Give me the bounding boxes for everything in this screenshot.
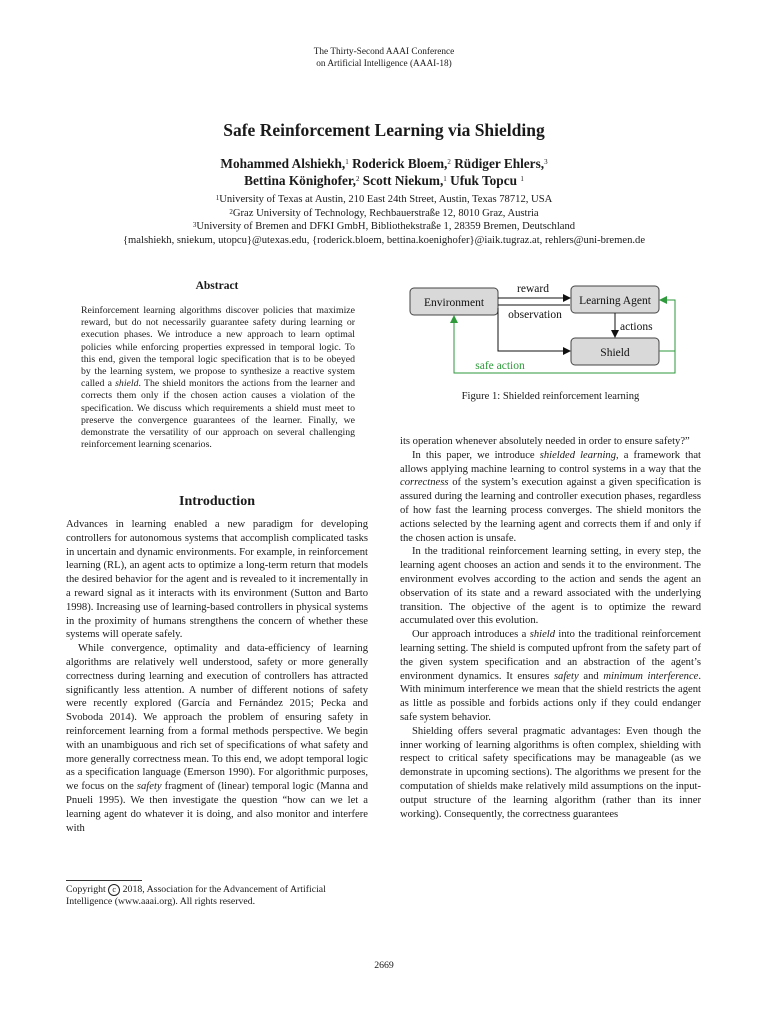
figure-diagram [405,278,700,378]
actions-label: actions [620,321,653,333]
paragraph-text: of the system’s execution against a given specification is assured during the learning and controller execution phases, regardless of how fast the learning process converges. The shield monitors the actions selected by the learning agent and corrects them if and only if the chosen action is unsafe. [400,477,701,544]
affiliations [0,193,768,248]
left-column-body [66,518,368,835]
paragraph [400,628,701,725]
author-affil-mark: 1 [345,158,349,166]
paragraph [400,449,701,546]
paragraph-text: , a framework that allows applying machine learning to control systems in a way that the [400,449,702,475]
conference-line-1: The Thirty-Second AAAI Conference [313,47,455,57]
paragraph-text: and [578,670,604,682]
paragraph-text: . With minimum interference we mean that the shield restricts the agent as little as possible and forbids actions only if they could endanger safe system behavior. [400,670,702,723]
author-line-2 [0,172,768,189]
author-line-1 [0,155,768,172]
reward-label: reward [517,283,549,295]
paragraph [66,642,368,835]
paragraph-text: fragment of (linear) temporal logic (Manna and Pnueli 1995). We then investigate the question “how can we let a learning agent do whatever it is doing, and also monitor and interfere with [66,781,368,834]
author-name: Scott Niekum, [362,173,444,188]
emphasis: shield [529,629,556,641]
emphasis: correctness [400,477,449,489]
copyright-footnote [66,884,368,908]
paragraph: Shielding offers several pragmatic advantages: Even though the inner working of learning algorithms is often complex, shielding with respect to critical safety specifications may be manageable (as we demonstrate in upcoming sections). The algorithms we present for the computation of shields make relatively mild assumptions on the input-output structure of the learning algorithm (rather than its inner working). Consequently, the correctness guarantees [400,725,701,820]
emphasis: safety [136,781,162,793]
figure-caption: Figure 1: Shielded reinforcement learning [461,391,640,402]
paper-title: Safe Reinforcement Learning via Shielding [223,120,545,140]
affiliation-text: University of Texas at Austin, 210 East 24th Street, Austin, Texas 78712, USA [219,194,553,205]
affiliation [0,193,768,207]
observation-label: observation [508,309,562,321]
affiliation-mark: 3 [192,221,197,230]
author-affil-mark: 2 [355,175,360,183]
author-affil-mark: 1 [443,175,447,183]
abstract-text: Reinforcement learning algorithms discover policies that maximize reward, but do not necessarily guarantee safety during learning or execution phases. We introduce a new approach to learn optimal policies while enforcing properties expressed in temporal logic. To this end, given the temporal logic specification that is to be obeyed by the learning system, we propose to synthesize a reactive system called a [81,305,355,390]
author-affil-mark: 3 [544,158,548,166]
copyright-word: Copyright [66,884,106,895]
page-number: 2669 [374,960,394,971]
abstract-text: . The shield monitors the actions from the learner and corrects them only if the chosen action causes a violation of the specification. We discuss which requirements a shield must meet to preserve the convergence guarantees of the learner. Finally, we demonstrate the versatility of our approach on several challenging reinforcement learning scenarios. [81,378,355,451]
author-list [0,155,768,189]
paragraph: In the traditional reinforcement learning setting, in every step, the learning agent chooses an action and sends it to the environment. The environment evolves according to the action and sends the agent an observation of its state and a reward associated with the underlying transition. The objective of the agent is to optimize the reward accumulated over this evolution. [400,546,701,627]
copyright-icon: c [108,884,120,896]
paragraph-text: While convergence, optimality and data-efficiency of learning algorithms are relatively well understood, safety or more generally correctness during learning and execution of controllers has attracted significantly less attention. A number of different notions of safety were recently explored (García and Fernández 2015; Pecka and Svoboda 2014). We approach the problem of ensuring safety in reinforcement learning from a formal methods perspective. We begin with an unambiguous and rich set of specifications of what safety and more generally correctness mean. To this end, we adopt temporal logic as a specification language (Emerson 1990). For algorithmic purposes, we focus on the [66,643,368,793]
affiliation [0,207,768,221]
paragraph-text: In this paper, we introduce [412,449,540,461]
paragraph-text: Our approach introduces a [412,629,530,641]
author-name: Rüdiger Ehlers, [454,156,545,171]
introduction-heading: Introduction [179,494,255,509]
author-name: Mohammed Alshiekh, [220,156,346,171]
safe-action-label: safe action [475,360,525,372]
affiliation-mark: 2 [229,207,233,216]
affiliation [0,220,768,234]
author-emails: {malshiekh, sniekum, utopcu}@utexas.edu, {roderick.bloem, bettina.koenighofer}@iaik.tugraz.at, rehlers@uni-bremen.de [122,235,646,247]
paragraph: its operation whenever absolutely needed in order to ensure safety?” [400,436,690,447]
emphasis: minimum interference [603,670,699,682]
affiliation-mark: 1 [215,194,220,202]
shield-label: Shield [600,347,630,359]
environment-label: Environment [423,297,485,309]
emphasis: shielded learning [539,449,617,461]
copyright-text: 2018, Association for the Advancement of Artificial Intelligence (www.aaai.org). All rights reserved. [66,884,326,908]
author-name: Roderick Bloem, [352,156,448,171]
footnote-rule [66,880,142,881]
conference-line-2: on Artificial Intelligence (AAAI-18) [316,59,452,69]
right-column-body [400,435,701,821]
safe-action-to-agent-edge [660,300,675,351]
emphasis: safety [553,670,579,682]
abstract-emphasis: shield [115,378,139,390]
abstract-heading: Abstract [195,280,239,292]
author-affil-mark: 1 [520,175,524,183]
author-name: Ufuk Topcu [450,173,518,188]
paragraph: Advances in learning enabled a new paradigm for developing controllers for autonomous systems that accomplish complicated tasks in uncertain and dynamic environments. For example, in reinforcement learning (RL), an agent acts to optimize a long-term return that models the desired behavior for the agent and is revealed to it incrementally in a reward signal as it interacts with its environment (Sutton and Barto 1998). Increasing use of learning-based controllers in physical systems in the proximity of humans strengthens the concern of whether these systems will operate safely. [66,519,368,641]
learning-agent-label: Learning Agent [579,295,651,307]
paragraph-text: into the traditional reinforcement learning setting. The shield is computed upfront from the safety part of the given system specification and an abstraction of the agent’s environment dynamics. It ensures [400,629,701,682]
author-affil-mark: 2 [447,158,451,166]
affiliation-text: University of Bremen and DFKI GmbH, Bibliothekstraße 1, 28359 Bremen, Deutschland [196,221,576,233]
abstract-body [81,305,355,451]
figure-shielded-rl [405,278,700,378]
author-name: Bettina Könighofer, [244,173,356,188]
conference-header [0,46,768,70]
affiliation-text: Graz University of Technology, Rechbauerstraße 12, 8010 Graz, Austria [232,207,539,219]
